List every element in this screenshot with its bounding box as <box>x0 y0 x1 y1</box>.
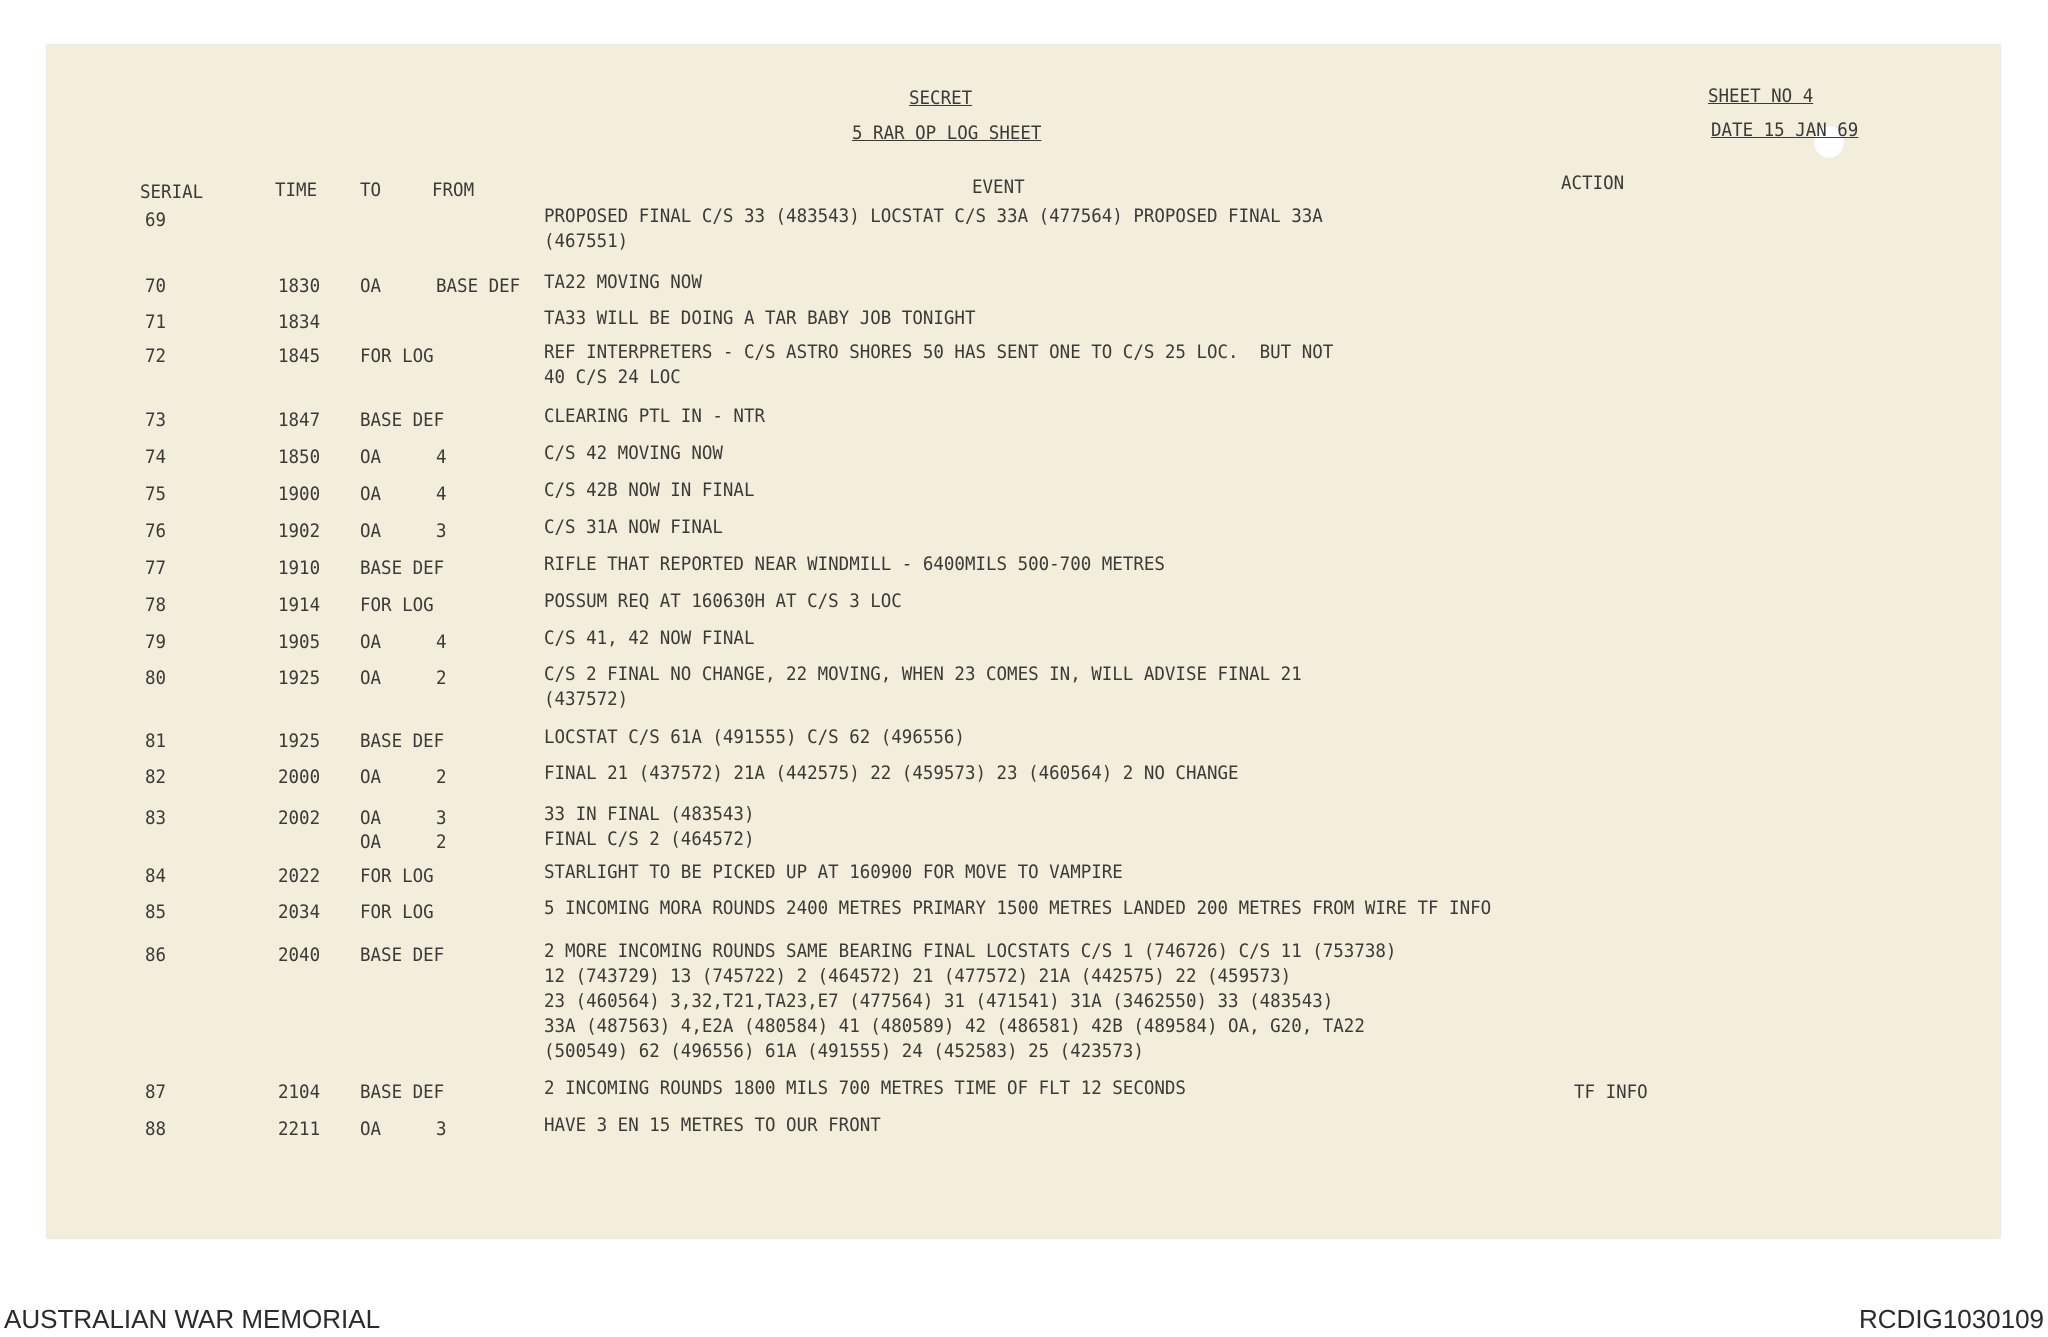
row-serial: 81 <box>145 730 167 752</box>
row-serial: 79 <box>145 631 167 653</box>
row-event: C/S 31A NOW FINAL <box>544 516 723 538</box>
row-serial: 69 <box>145 209 167 231</box>
row-to: OA <box>360 667 382 689</box>
row-to: OA <box>360 483 382 505</box>
row-action: TF INFO <box>1574 1081 1648 1103</box>
row-to: OA <box>360 520 382 542</box>
sheet-date: DATE 15 JAN 69 <box>1711 119 1859 141</box>
row-serial: 85 <box>145 901 167 923</box>
row-event: 2 INCOMING ROUNDS 1800 MILS 700 METRES TIME OF FLT 12 SECONDS <box>544 1077 1186 1099</box>
row-time: 1847 <box>278 409 321 431</box>
row-event: REF INTERPRETERS - C/S ASTRO SHORES 50 HAS SENT ONE TO C/S 25 LOC. BUT NOT 40 C/S 24 LOC <box>544 341 1334 388</box>
row-event: 2 MORE INCOMING ROUNDS SAME BEARING FINAL LOCSTATS C/S 1 (746726) C/S 11 (753738) 12 (743729) 13 (745722) 2 (464572) 21 (477572) 21A (442575) 22 (459573) 23 (460564) 3,32,T21,TA23,E7 (477564) 31 (471541) 31A (3462550) 33 (483543) 33A (487563) 4,E2A (480584) 41 (480589) 42 (486581) 42B (489584) OA, G20, TA22 (500549) 62 (496556) 61A (491555) 24 (452583) 25 (423573) <box>544 940 1397 1062</box>
row-event: POSSUM REQ AT 160630H AT C/S 3 LOC <box>544 590 902 612</box>
row-event: CLEARING PTL IN - NTR <box>544 405 766 427</box>
row-to: FOR LOG <box>360 901 434 923</box>
sheet-number: SHEET NO 4 <box>1708 85 1814 107</box>
row-time: 2022 <box>278 865 321 887</box>
row-time: 2002 <box>278 807 321 829</box>
row-from: 4 <box>436 483 447 505</box>
row-time: 1914 <box>278 594 321 616</box>
row-event: PROPOSED FINAL C/S 33 (483543) LOCSTAT C/S 33A (477564) PROPOSED FINAL 33A (467551) <box>544 205 1323 252</box>
row-time: 1850 <box>278 446 321 468</box>
row-event: TA22 MOVING NOW <box>544 271 702 293</box>
row-time: 1845 <box>278 345 321 367</box>
row-serial: 75 <box>145 483 167 505</box>
row-event: 5 INCOMING MORA ROUNDS 2400 METRES PRIMARY 1500 METRES LANDED 200 METRES FROM WIRE TF INFO <box>544 897 1492 919</box>
row-serial: 80 <box>145 667 167 689</box>
row-serial: 76 <box>145 520 167 542</box>
column-header-to: TO <box>360 179 382 201</box>
row-event: RIFLE THAT REPORTED NEAR WINDMILL - 6400MILS 500-700 METRES <box>544 553 1165 575</box>
row-time: 1905 <box>278 631 321 653</box>
row-time: 1902 <box>278 520 321 542</box>
row-from: 2 <box>436 766 447 788</box>
row-to: OA <box>360 275 382 297</box>
footer-institution: AUSTRALIAN WAR MEMORIAL <box>4 1304 381 1334</box>
row-event: C/S 42B NOW IN FINAL <box>544 479 755 501</box>
column-header-time: TIME <box>275 179 318 201</box>
row-serial: 71 <box>145 311 167 333</box>
row-time: 2034 <box>278 901 321 923</box>
row-serial: 86 <box>145 944 167 966</box>
row-serial: 73 <box>145 409 167 431</box>
row-time: 1900 <box>278 483 321 505</box>
row-to: BASE DEF <box>360 730 445 752</box>
row-to: FOR LOG <box>360 345 434 367</box>
row-to: BASE DEF <box>360 409 445 431</box>
row-serial: 84 <box>145 865 167 887</box>
row-serial: 74 <box>145 446 167 468</box>
row-time: 1834 <box>278 311 321 333</box>
row-serial: 77 <box>145 557 167 579</box>
column-header-event: EVENT <box>972 176 1025 198</box>
row-from: BASE DEF <box>436 275 521 297</box>
row-time: 1925 <box>278 667 321 689</box>
row-time: 2040 <box>278 944 321 966</box>
row-serial: 72 <box>145 345 167 367</box>
row-serial: 82 <box>145 766 167 788</box>
classification-heading: SECRET <box>909 87 973 109</box>
row-from: 2 <box>436 667 447 689</box>
row-to: OA <box>360 446 382 468</box>
row-from: 3 <box>436 520 447 542</box>
row-serial: 70 <box>145 275 167 297</box>
row-to: BASE DEF <box>360 557 445 579</box>
row-from: 4 <box>436 631 447 653</box>
row-event: LOCSTAT C/S 61A (491555) C/S 62 (496556) <box>544 726 965 748</box>
footer-record-id: RCDIG1030109 <box>1859 1304 2044 1334</box>
row-serial: 88 <box>145 1118 167 1140</box>
row-from: 3 <box>436 1118 447 1140</box>
row-event: STARLIGHT TO BE PICKED UP AT 160900 FOR MOVE TO VAMPIRE <box>544 861 1123 883</box>
row-event: C/S 42 MOVING NOW <box>544 442 723 464</box>
row-to: BASE DEF <box>360 1081 445 1103</box>
row-to: OA <box>360 631 382 653</box>
row-event: C/S 2 FINAL NO CHANGE, 22 MOVING, WHEN 23 COMES IN, WILL ADVISE FINAL 21 (437572) <box>544 663 1302 710</box>
row-to: BASE DEF <box>360 944 445 966</box>
row-serial: 83 <box>145 807 167 829</box>
row-event: C/S 41, 42 NOW FINAL <box>544 627 755 649</box>
row-to: FOR LOG <box>360 865 434 887</box>
row-event: 33 IN FINAL (483543) FINAL C/S 2 (464572) <box>544 803 755 850</box>
row-event: FINAL 21 (437572) 21A (442575) 22 (459573) 23 (460564) 2 NO CHANGE <box>544 762 1239 784</box>
row-time: 1910 <box>278 557 321 579</box>
column-header-serial: SERIAL <box>140 181 204 203</box>
row-from: 4 <box>436 446 447 468</box>
row-time: 2104 <box>278 1081 321 1103</box>
row-time: 1830 <box>278 275 321 297</box>
column-header-from: FROM <box>432 179 475 201</box>
row-to: OA <box>360 1118 382 1140</box>
row-time: 1925 <box>278 730 321 752</box>
row-to: OA OA <box>360 807 382 853</box>
row-serial: 78 <box>145 594 167 616</box>
row-to: OA <box>360 766 382 788</box>
column-header-action: ACTION <box>1561 172 1625 194</box>
row-time: 2000 <box>278 766 321 788</box>
row-serial: 87 <box>145 1081 167 1103</box>
row-event: HAVE 3 EN 15 METRES TO OUR FRONT <box>544 1114 881 1136</box>
row-time: 2211 <box>278 1118 321 1140</box>
row-event: TA33 WILL BE DOING A TAR BABY JOB TONIGHT <box>544 307 976 329</box>
row-to: FOR LOG <box>360 594 434 616</box>
document-title: 5 RAR OP LOG SHEET <box>852 122 1042 144</box>
row-from: 3 2 <box>436 807 447 853</box>
